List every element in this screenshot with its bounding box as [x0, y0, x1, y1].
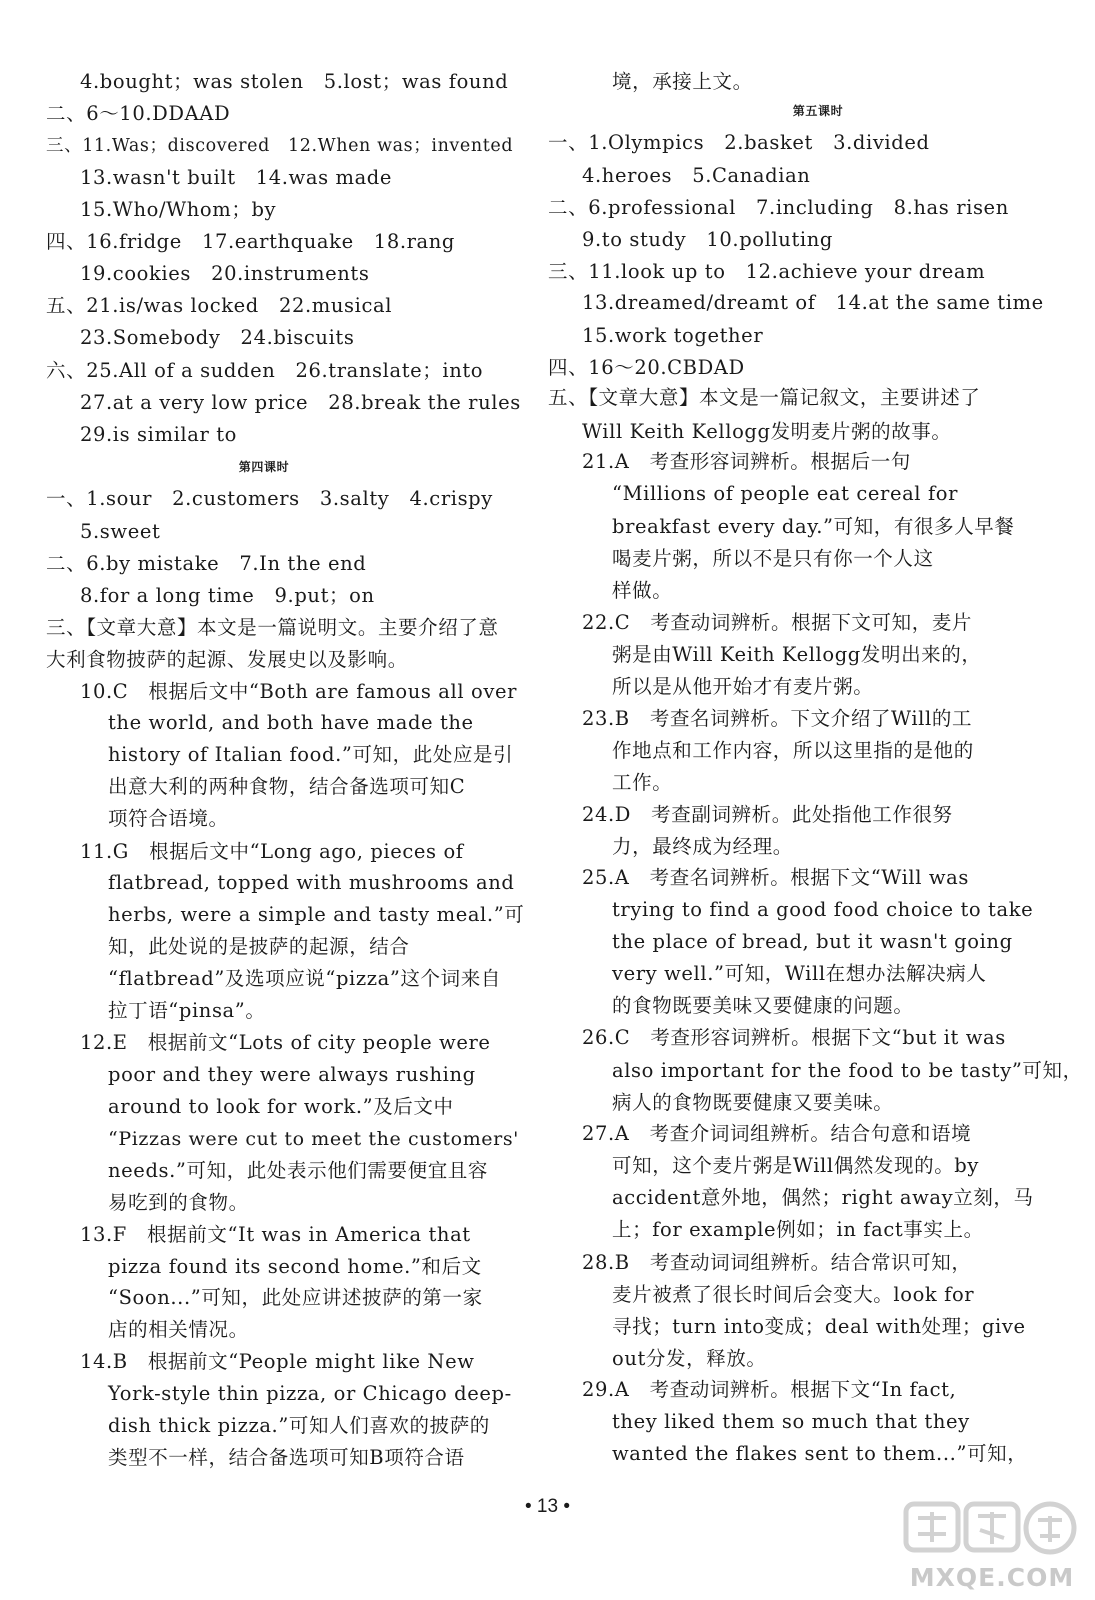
right-line: 15.work together — [582, 324, 764, 347]
right-line: “Millions of people eat cereal for — [612, 482, 959, 505]
left-line: 项符合语境。 — [108, 807, 229, 830]
right-line: 26.C 考查形容词辨析。根据下文“but it was — [582, 1026, 1006, 1049]
right-line: 样做。 — [612, 579, 673, 602]
left-line: 五、21.is/was locked 22.musical — [46, 294, 393, 317]
right-line: also important for the food to be tasty”可知， — [612, 1059, 1083, 1082]
right-line: 力，最终成为经理。 — [612, 835, 793, 858]
left-line: herbs, were a simple and tasty meal.”可 — [108, 903, 525, 926]
right-line: wanted the flakes sent to them...”可知， — [612, 1442, 1028, 1465]
left-line: 四、16.fridge 17.earthquake 18.rang — [46, 230, 456, 253]
right-line: 23.B 考查名词辨析。下文介绍了Will的工 — [582, 707, 973, 730]
right-line: 22.C 考查动词辨析。根据下文可知，麦片 — [582, 611, 973, 634]
left-line: 拉丁语“pinsa”。 — [108, 999, 266, 1022]
left-line: needs.”可知，此处表示他们需要便宜且容 — [108, 1159, 488, 1182]
right-line: 寻找；turn into变成；deal with处理；give — [612, 1315, 1026, 1338]
right-line: very well.”可知，Will在想办法解决病人 — [612, 962, 987, 985]
right-line: they liked them so much that they — [612, 1410, 970, 1433]
left-line: 19.cookies 20.instruments — [80, 262, 370, 285]
left-line: flatbread, topped with mushrooms and — [108, 871, 515, 894]
left-section-heading: 第四课时 — [238, 460, 290, 474]
right-line: 28.B 考查动词词组辨析。结合常识可知， — [582, 1251, 972, 1274]
right-line: trying to find a good food choice to take — [612, 898, 1034, 921]
watermark-logo — [898, 1498, 1086, 1594]
left-line: 13.wasn't built 14.was made — [80, 166, 393, 189]
right-line: 可知，这个麦片粥是Will偶然发现的。by — [612, 1154, 980, 1177]
left-line: dish thick pizza.”可知人们喜欢的披萨的 — [108, 1414, 490, 1437]
left-line: 15.Who/Whom；by — [80, 198, 277, 221]
right-line: 13.dreamed/dreamt of 14.at the same time — [582, 291, 1044, 314]
page-number: • 13 • — [525, 1496, 570, 1517]
right-line: 上；for example例如；in fact事实上。 — [612, 1218, 984, 1241]
left-line: 29.is similar to — [80, 423, 237, 446]
left-line: history of Italian food.”可知，此处应是引 — [108, 743, 514, 766]
left-line: the world, and both have made the — [108, 711, 474, 734]
left-line: 易吃到的食物。 — [108, 1191, 249, 1214]
right-line: 的食物既要美味又要健康的问题。 — [612, 994, 914, 1017]
left-line: 23.Somebody 24.biscuits — [80, 326, 355, 349]
right-section-heading: 第五课时 — [792, 104, 844, 118]
left-line: pizza found its second home.”和后文 — [108, 1255, 482, 1278]
right-line: 三、11.look up to 12.achieve your dream — [548, 260, 986, 283]
watermark-text: MXQE.COM — [909, 1563, 1075, 1592]
right-line: 作地点和工作内容，所以这里指的是他的 — [612, 739, 974, 762]
left-line: 店的相关情况。 — [108, 1318, 249, 1341]
left-line: 出意大利的两种食物，结合备选项可知C — [108, 775, 466, 798]
right-line: 21.A 考查形容词辨析。根据后一句 — [582, 450, 911, 473]
right-line: 喝麦片粥，所以不是只有你一个人这 — [612, 547, 934, 570]
left-line: 5.sweet — [80, 520, 161, 543]
left-line: poor and they were always rushing — [108, 1063, 476, 1086]
right-line: 9.to study 10.polluting — [582, 228, 833, 251]
right-line: 一、1.Olympics 2.basket 3.divided — [548, 131, 930, 154]
left-line: around to look for work.”及后文中 — [108, 1095, 454, 1118]
left-line: 13.F 根据前文“It was in America that — [80, 1223, 471, 1246]
left-line: 一、1.sour 2.customers 3.salty 4.crispy — [46, 487, 493, 510]
left-line: 二、6～10.DDAAD — [46, 102, 231, 125]
left-line: 六、25.All of a sudden 26.translate；into — [46, 359, 484, 382]
right-line: 境，承接上文。 — [612, 70, 753, 93]
right-line: breakfast every day.”可知，有很多人早餐 — [612, 515, 1015, 538]
right-line: 27.A 考查介词词组辨析。结合句意和语境 — [582, 1122, 972, 1145]
right-line: the place of bread, but it wasn't going — [612, 930, 1013, 953]
right-line: 所以是从他开始才有麦片粥。 — [612, 675, 874, 698]
left-line: York-style thin pizza, or Chicago deep- — [108, 1382, 512, 1405]
right-line: 二、6.professional 7.including 8.has risen — [548, 196, 1009, 219]
left-line: 4.bought；was stolen 5.lost；was found — [80, 70, 509, 93]
right-line: 麦片被煮了很长时间后会变大。look for — [612, 1283, 975, 1306]
left-line: “Pizzas were cut to meet the customers' — [108, 1128, 520, 1150]
right-line: Will Keith Kellogg发明麦片粥的故事。 — [582, 420, 952, 443]
right-line: 粥是由Will Keith Kellogg发明出来的， — [612, 643, 982, 666]
left-line: 10.C 根据后文中“Both are famous all over — [80, 680, 518, 703]
right-line: 病人的食物既要健康又要美味。 — [612, 1091, 894, 1114]
left-line: 二、6.by mistake 7.In the end — [46, 552, 367, 575]
right-line: accident意外地，偶然；right away立刻，马 — [612, 1186, 1034, 1209]
left-line: 14.B 根据前文“People might like New — [80, 1350, 475, 1373]
left-line: 三、【文章大意】本文是一篇说明文。主要介绍了意 — [46, 616, 499, 639]
left-line: 12.E 根据前文“Lots of city people were — [80, 1031, 491, 1054]
left-line: 8.for a long time 9.put；on — [80, 584, 375, 607]
left-line: 大利食物披萨的起源、发展史以及影响。 — [46, 648, 408, 671]
left-line: 三、11.Was；discovered 12.When was；invented — [46, 136, 514, 156]
left-line: “Soon...”可知，此处应讲述披萨的第一家 — [108, 1286, 483, 1309]
right-line: 24.D 考查副词辨析。此处指他工作很努 — [582, 803, 953, 826]
left-line: 知，此处说的是披萨的起源，结合 — [108, 935, 410, 958]
right-line: 4.heroes 5.Canadian — [582, 164, 811, 187]
right-line: 四、16～20.CBDAD — [548, 356, 745, 379]
right-line: 29.A 考查动词辨析。根据下文“In fact, — [582, 1378, 957, 1401]
left-line: 27.at a very low price 28.break the rules — [80, 391, 521, 414]
right-line: 五、【文章大意】本文是一篇记叙文，主要讲述了 — [548, 386, 981, 409]
left-line: 11.G 根据后文中“Long ago, pieces of — [80, 840, 464, 863]
right-line: 工作。 — [612, 771, 673, 794]
left-line: “flatbread”及选项应说“pizza”这个词来自 — [108, 967, 501, 990]
left-line: 类型不一样，结合备选项可知B项符合语 — [108, 1446, 465, 1469]
right-line: 25.A 考查名词辨析。根据下文“Will was — [582, 866, 969, 889]
right-line: out分发，释放。 — [612, 1347, 767, 1370]
